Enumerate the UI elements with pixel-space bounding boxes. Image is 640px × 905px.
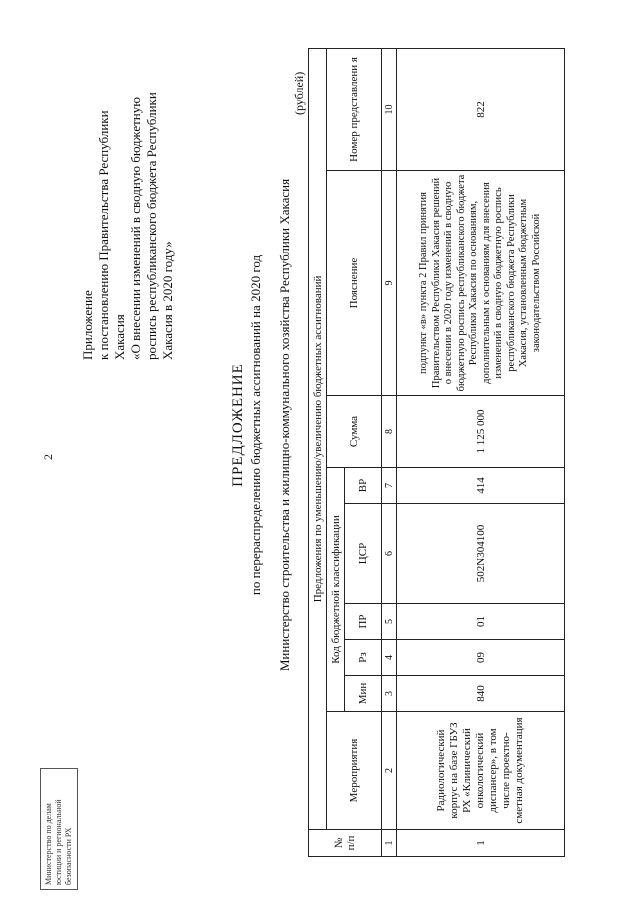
- column-number: 7: [382, 468, 397, 504]
- cell-sum: 1 125 000: [397, 396, 565, 468]
- header-sum: Сумма: [327, 396, 382, 468]
- header-number: Номер представлени я: [327, 48, 382, 170]
- cell-csr: 502N304100: [397, 504, 565, 604]
- cell-min: 840: [397, 676, 565, 712]
- header-no: № п/п: [309, 830, 382, 857]
- appendix-line: «О внесении изменений в сводную бюджетную: [128, 97, 143, 360]
- cell-no: 1: [397, 830, 565, 857]
- stamp-line: безопасности РХ: [64, 827, 73, 885]
- column-number: 6: [382, 504, 397, 604]
- header-csr: ЦСР: [345, 504, 382, 604]
- registration-stamp: [40, 768, 78, 890]
- header-event: Мероприятия: [327, 712, 382, 830]
- document-subtitle: по перераспределению бюджетных ассигнований на 2020 год: [248, 254, 263, 596]
- header-budget-code: Код бюджетной классификации: [327, 468, 345, 712]
- cell-pr: 01: [397, 604, 565, 640]
- cell-vr: 414: [397, 468, 565, 504]
- column-number: 4: [382, 640, 397, 676]
- header-pr: ПР: [345, 604, 382, 640]
- column-number: 8: [382, 396, 397, 468]
- ministry-name: Министерство строительства и жилищно-коммунального хозяйства Республики Хакасия: [277, 178, 292, 672]
- table-header-row: [309, 48, 327, 856]
- appendix-block: [80, 60, 176, 360]
- column-number: 3: [382, 676, 397, 712]
- cell-rz: 09: [397, 640, 565, 676]
- header-vr: ВР: [345, 468, 382, 504]
- column-number: 10: [382, 48, 397, 170]
- table-header-row: [327, 48, 345, 856]
- header-explanation: Пояснение: [327, 171, 382, 396]
- stamp-line: Министерство по делам: [44, 803, 53, 885]
- column-number-row: [382, 48, 397, 856]
- page-number: 2: [41, 454, 55, 460]
- column-number: 5: [382, 604, 397, 640]
- header-rz: Рз: [345, 640, 382, 676]
- stamp-line: юстиции и региональной: [54, 799, 63, 885]
- cell-explanation: подпункт «в» пункта 2 Правил принятия Правительством Республики Хакасия решений о внесении в 2020 году изменений в сводную бюджетную роспись республиканского бюджета Республики Хакасия по основаниям, дополнительным к основаниям для внесения изменений в сводную бюджетную роспись республиканского бюджета Республики Хакасия, установленным бюджетным законодательством Российской: [397, 171, 565, 396]
- table-row: [397, 48, 565, 856]
- appendix-line: Хакасия: [112, 314, 127, 360]
- currency-units: (рублей): [292, 71, 306, 115]
- appendix-line: Хакасия в 2020 году»: [160, 241, 175, 360]
- budget-table: [308, 48, 565, 857]
- appendix-line: к постановлению Правительства Республики: [96, 110, 111, 360]
- column-number: 2: [382, 712, 397, 830]
- document-title: ПРЕДЛОЖЕНИЕ: [230, 363, 246, 487]
- cell-event: Радиологический корпус на базе ГБУЗ РХ «Клинический онкологический диспансер», в том числе проектно-сметная документация: [397, 712, 565, 830]
- header-proposals: Предложения по уменьшению/увеличению бюджетных ассигнований: [309, 48, 327, 829]
- appendix-line: Приложение: [80, 290, 95, 360]
- header-min: Мин: [345, 676, 382, 712]
- cell-number: 822: [397, 48, 565, 170]
- column-number: 9: [382, 171, 397, 396]
- column-number: 1: [382, 830, 397, 857]
- appendix-line: роспись республиканского бюджета Республики: [144, 92, 159, 360]
